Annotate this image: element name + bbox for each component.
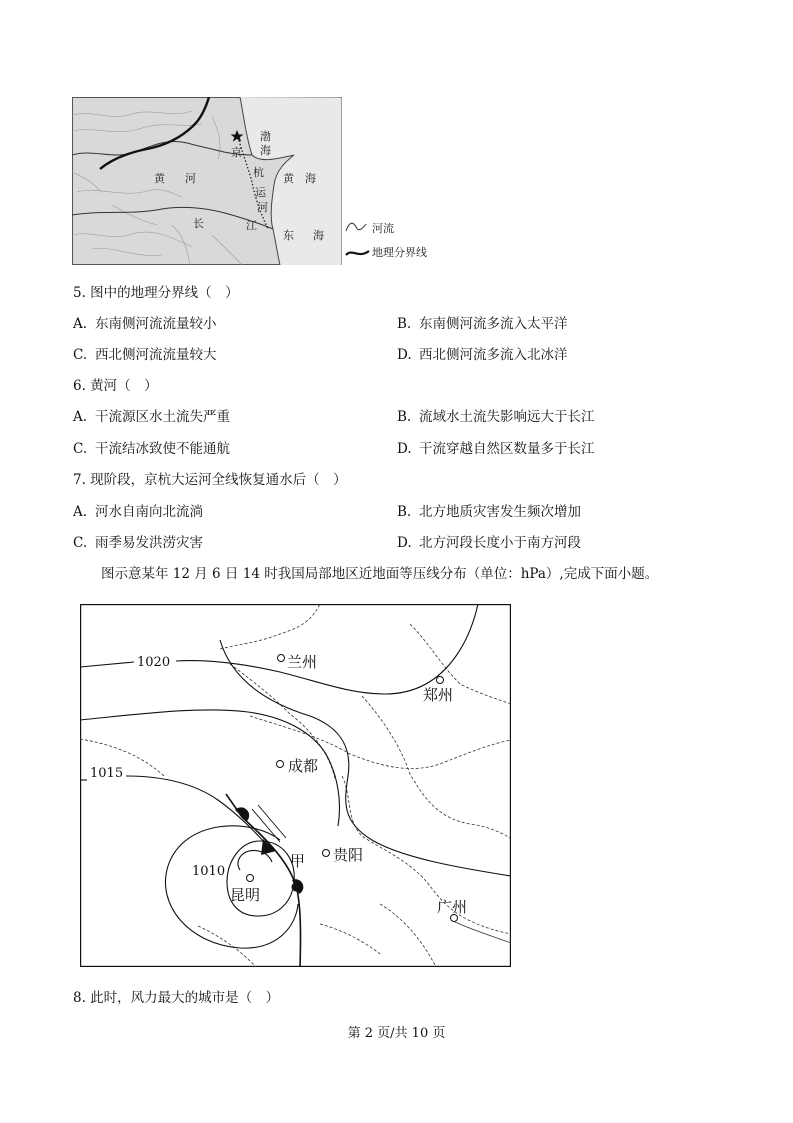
label-changjiang-2: 江: [246, 219, 257, 232]
option-text: 北方河段长度小于南方河段: [419, 535, 581, 551]
question-6-option-b[interactable]: [397, 409, 595, 425]
question-5-stem: 5. 图中的地理分界线（ ）: [73, 285, 239, 301]
question-5-option-c[interactable]: [73, 347, 217, 363]
option-letter: B.: [397, 409, 412, 425]
option-text: 河水自南向北流淌: [95, 504, 203, 520]
label-changjiang-1: 长: [193, 217, 204, 230]
question-7-option-d[interactable]: [397, 535, 581, 551]
isobar-label-1015: 1015: [90, 766, 124, 781]
option-letter: C.: [73, 347, 88, 363]
label-canal-he: 河: [257, 201, 268, 214]
city-marker-kunming: [247, 875, 254, 882]
point-label-jia: 甲: [290, 852, 306, 870]
question-5-option-a[interactable]: [73, 316, 217, 332]
label-huanghe-1: 黄: [154, 172, 165, 185]
question-7-option-a[interactable]: [73, 504, 203, 520]
option-text: 干流结冰致使不能通航: [95, 441, 230, 457]
option-letter: D.: [397, 535, 412, 551]
city-label-guangzhou: 广州: [437, 898, 468, 916]
page-footer: 第 2 页/共 10 页: [347, 1026, 446, 1041]
city-marker-chengdu: [277, 761, 284, 768]
option-letter: C.: [73, 535, 88, 551]
question-8-stem: 8. 此时，风力最大的城市是（ ）: [73, 990, 280, 1006]
label-huanghai-2: 海: [305, 172, 316, 185]
question-6-option-c[interactable]: [73, 441, 230, 457]
option-text: 北方地质灾害发生频次增加: [419, 504, 581, 520]
isobar-label-1020: 1020: [137, 655, 171, 670]
isobar-label-1010: 1010: [192, 864, 226, 879]
option-text: 西北侧河流多流入北冰洋: [419, 347, 568, 363]
question-5-option-b[interactable]: [397, 316, 568, 332]
river-legend-icon: [346, 223, 366, 231]
label-donghai-1: 东: [283, 229, 294, 242]
option-letter: C.: [73, 441, 88, 457]
front-semicircle-icon: [292, 883, 301, 892]
option-text: 流域水土流失影响远大于长江: [419, 409, 595, 425]
question-5-option-d[interactable]: [397, 347, 568, 363]
city-marker-lanzhou: [278, 655, 285, 662]
label-hang: 杭: [253, 166, 264, 179]
option-text: 干流穿越自然区数量多于长江: [419, 441, 595, 457]
label-huanghe-2: 河: [185, 172, 196, 185]
city-marker-zhengzhou: [437, 677, 444, 684]
boundary-legend-icon: [346, 251, 369, 255]
option-letter: A.: [73, 316, 88, 332]
option-text: 东南侧河流多流入太平洋: [419, 316, 568, 332]
question-7-stem: 7. 现阶段，京杭大运河全线恢复通水后（ ）: [73, 472, 347, 488]
option-letter: B.: [397, 504, 412, 520]
river-boundary-map: [72, 97, 342, 265]
label-yun: 运: [255, 186, 266, 199]
legend-river-label: 河流: [372, 222, 394, 235]
question-6-option-d[interactable]: [397, 441, 595, 457]
city-label-zhengzhou: 郑州: [423, 686, 454, 704]
legend-boundary-label: 地理分界线: [372, 246, 427, 259]
option-letter: D.: [397, 347, 412, 363]
option-letter: A.: [73, 504, 88, 520]
question-6-option-a[interactable]: [73, 409, 230, 425]
map-legend-symbols: [344, 218, 372, 262]
option-letter: B.: [397, 316, 412, 332]
city-label-chengdu: 成都: [288, 757, 319, 775]
isobar-map: [80, 604, 511, 967]
label-jing: 京: [231, 146, 242, 159]
label-donghai-2: 海: [313, 229, 324, 242]
option-text: 西北侧河流流量较大: [95, 347, 217, 363]
question-6-stem: 6. 黄河（ ）: [73, 378, 158, 394]
label-huanghai-1: 黄: [283, 172, 294, 185]
city-label-kunming: 昆明: [230, 886, 261, 904]
option-text: 雨季易发洪涝灾害: [95, 535, 203, 551]
isobar-intro-text: 图示意某年 12 月 6 日 14 时我国局部地区近地面等压线分布（单位：hPa）,完成下面小题。: [101, 566, 659, 582]
city-label-guiyang: 贵阳: [333, 846, 364, 864]
city-label-lanzhou: 兰州: [287, 653, 318, 671]
label-bohai-2: 海: [260, 144, 271, 157]
city-marker-guiyang: [323, 850, 330, 857]
question-7-option-b[interactable]: [397, 504, 581, 520]
option-letter: A.: [73, 409, 88, 425]
option-text: 干流源区水土流失严重: [95, 409, 230, 425]
question-7-option-c[interactable]: [73, 535, 203, 551]
label-bohai-1: 渤: [260, 130, 271, 143]
option-text: 东南侧河流流量较小: [95, 316, 217, 332]
option-letter: D.: [397, 441, 412, 457]
